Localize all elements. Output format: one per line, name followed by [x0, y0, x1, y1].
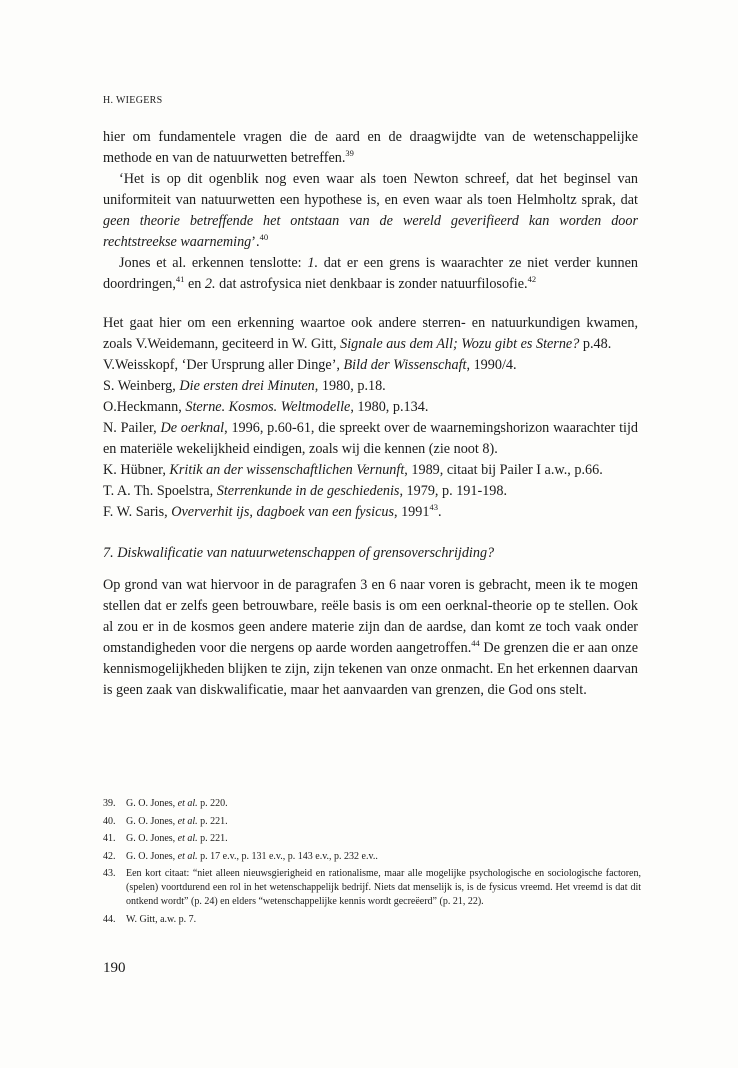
running-head: H. WIEGERS	[103, 95, 163, 106]
footnote-item: 40. G. O. Jones, et al. p. 221.	[103, 815, 228, 827]
paragraph-4: Het gaat hier om een erkenning waartoe ook andere sterren- en natuurkundigen kwamen, zoals V.Weidemann, geciteerd in W. Gitt, Signale aus dem All; Wozu gibt es Sterne? p.48.	[103, 315, 638, 352]
paragraph-3: Jones et al. erkennen tenslotte: 1. dat er een grens is waarachter ze niet verder kunnen doordringen,$^{41}$ en 2. dat astrofysica niet denkbaar is zonder natuurfilosofie.$^{42}$	[103, 255, 638, 292]
footnote-ref-44[interactable]: 44	[471, 638, 480, 648]
reference-item: N. Pailer, De oerknal, 1996, p.60-61, die spreekt over de waarnemingshorizon waarachter tijd en materiële wekelijkheid eindigen, zoals wij die kennen (zie noot 8).	[103, 420, 638, 457]
reference-item: V.Weisskopf, ‘Der Ursprung aller Dinge’, Bild der Wissenschaft, 1990/4.	[103, 357, 517, 373]
footnote-item: 42. G. O. Jones, et al. p. 17 e.v., p. 131 e.v., p. 143 e.v., p. 232 e.v..	[103, 850, 378, 862]
footnote-ref-42[interactable]: 42	[527, 274, 537, 284]
footnote-ref-41[interactable]: 41	[175, 274, 185, 284]
section-paragraph: Op grond van wat hiervoor in de paragrafen 3 en 6 naar voren is gebracht, meen ik te mogen stellen dat er zelfs geen betrouwbare, reële basis is om een oerknal-theorie op te stellen. Ook al zou er in de kosmos geen andere materie zijn dan de aardse, dan komt ze toch vaak onder omstandigheden voor die nergens op aarde worden aangetroffen.$^{44}$ De grenzen die er aan onze kennismogelijkheden blijken te zijn, zijn tekenen van onze onmacht. En het erkennen daarvan is geen zaak van diskwalificatie, maar het aanvaarden van grenzen, die God ons stelt.	[103, 577, 638, 698]
footnote-ref-40[interactable]: 40	[259, 232, 269, 242]
footnote-item: 39. G. O. Jones, et al. p. 220.	[103, 798, 228, 809]
reference-list	[103, 355, 638, 523]
reference-item: T. A. Th. Spoelstra, Sterrenkunde in de geschiedenis, 1979, p. 191-198.	[103, 483, 508, 499]
paragraph-1: hier om fundamentele vragen die de aard en de draagwijdte van de wetenschappelijke methode en van de natuurwetten betreffen.$^{39}$	[103, 129, 638, 166]
section-heading: 7. Diskwalificatie van natuurwetenschappen of grensoverschrijding?	[103, 545, 495, 561]
reference-item: F. W. Saris, Oververhit ijs, dagboek van een fysicus, 1991$^{43}$.	[103, 502, 442, 520]
page-number: 190	[103, 960, 126, 976]
footnotes	[103, 797, 641, 931]
reference-item: S. Weinberg, Die ersten drei Minuten, 1980, p.18.	[103, 378, 386, 394]
reference-item: K. Hübner, Kritik an der wissenschaftlichen Vernunft, 1989, citaat bij Pailer I a.w., p.66.	[103, 462, 603, 478]
paragraph-2-quote: ‘Het is op dit ogenblik nog even waar als toen Newton schreef, dat het beginsel van uniformiteit van natuurwetten een hypothese is, en even waar als toen Helmholtz sprak, dat geen theorie betreffende het ontstaan van de wereld geverifieerd kan worden door rechtstreekse waarneming’.$^{40}$	[103, 171, 638, 250]
footnote-ref-39[interactable]: 39	[345, 148, 354, 158]
footnote-ref-43[interactable]: 43	[429, 502, 438, 512]
footnote-item: 44. W. Gitt, a.w. p. 7.	[103, 913, 197, 925]
footnote-item: 43. Een kort citaat: “niet alleen nieuwsgierigheid en rationalisme, maar alle mogelijke psychologische en sociologische factoren, (spelen) voortdurend een rol in het wetenschappelijk bedrijf. Niets dat menselijk is, is de fysicus vreemd. Het vreemd is dat dit ontkend wordt” (p. 24) en elders “wetenschappelijke kennis wordt gecreëerd” (p. 21, 22).	[103, 868, 641, 908]
main-text	[103, 127, 638, 701]
reference-item: O.Heckmann, Sterne. Kosmos. Weltmodelle, 1980, p.134.	[103, 399, 429, 415]
footnote-item: 41. G. O. Jones, et al. p. 221.	[103, 833, 228, 845]
